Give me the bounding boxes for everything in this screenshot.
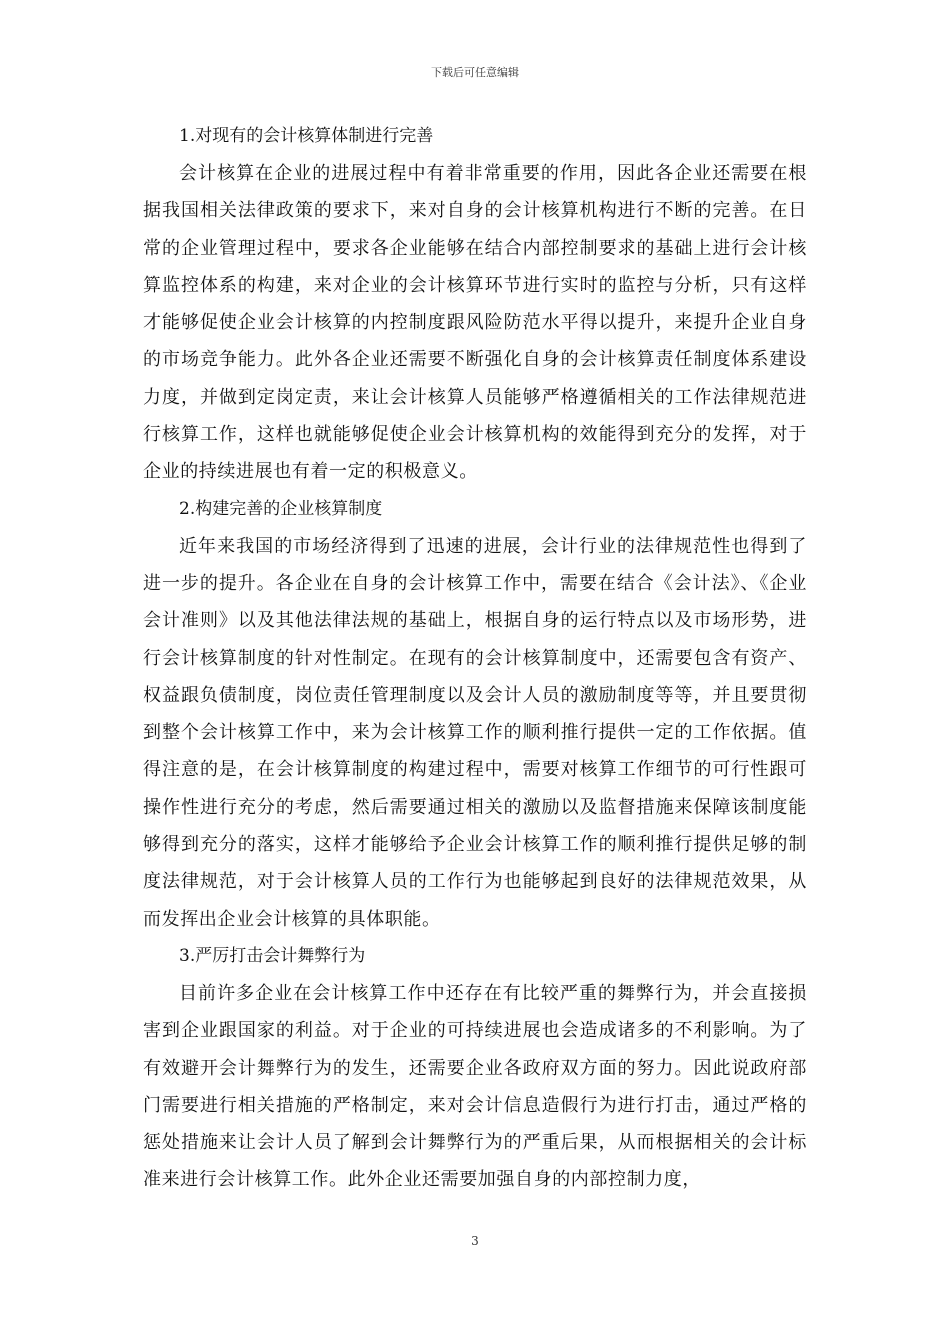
section-heading-3: 3.严厉打击会计舞弊行为 <box>179 945 366 966</box>
section-heading-2: 2.构建完善的企业核算制度 <box>179 498 383 519</box>
section-heading-1: 1.对现有的会计核算体制进行完善 <box>179 126 434 146</box>
page-number: 3 <box>471 1234 479 1248</box>
section-paragraph-3: 目前许多企业在会计核算工作中还存在有比较严重的舞弊行为，并会直接损害到企业跟国家的利益。对于企业的可持续进展也会造成诸多的不利影响。为了有效避开会计舞弊行为的发生，还需要企业各政府双方面的努力。因此说政府部门需要进行相关措施的严格制定，来对会计信息造假行为进行打击，通过严格的惩处措施来让会计人员了解到会计舞弊行为的严重后果，从而根据相关的会计标准来进行会计核算工作。此外企业还需要加强自身的内部控制力度， <box>143 982 807 1191</box>
section-paragraph-1: 会计核算在企业的进展过程中有着非常重要的作用，因此各企业还需要在根据我国相关法律政策的要求下，来对自身的会计核算机构进行不断的完善。在日常的企业管理过程中，要求各企业能够在结合内部控制要求的基础上进行会计核算监控体系的构建，来对企业的会计核算环节进行实时的监控与分析，只有这样才能够促使企业会计核算的内控制度跟风险防范水平得以提升，来提升企业自身的市场竞争能力。此外各企业还需要不断强化自身的会计核算责任制度体系建设力度，并做到定岗定责，来让会计核算人员能够严格遵循相关的工作法律规范进行核算工作，这样也就能够促使企业会计核算机构的效能得到充分的发挥，对于企业的持续进展也有着一定的积极意义。 <box>143 163 807 483</box>
page-header: 下载后可任意编辑 <box>431 66 519 79</box>
section-paragraph-2: 近年来我国的市场经济得到了迅速的进展，会计行业的法律规范性也得到了进一步的提升。各企业在自身的会计核算工作中，需要在结合《会计法》、《企业会计准则》以及其他法律法规的基础上，根据自身的运行特点以及市场形势，进行会计核算制度的针对性制定。在现有的会计核算制度中，还需要包含有资产、权益跟负债制度，岗位责任管理制度以及会计人员的激励制度等等，并且要贯彻到整个会计核算工作中，来为会计核算工作的顺利推行提供一定的工作依据。值得注意的是，在会计核算制度的构建过程中，需要对核算工作细节的可行性跟可操作性进行充分的考虑，然后需要通过相关的激励以及监督措施来保障该制度能够得到充分的落实，这样才能够给予企业会计核算工作的顺利推行提供足够的制度法律规范，对于会计核算人员的工作行为也能够起到良好的法律规范效果，从而发挥出企业会计核算的具体职能。 <box>143 535 807 930</box>
document-body <box>143 118 807 1199</box>
